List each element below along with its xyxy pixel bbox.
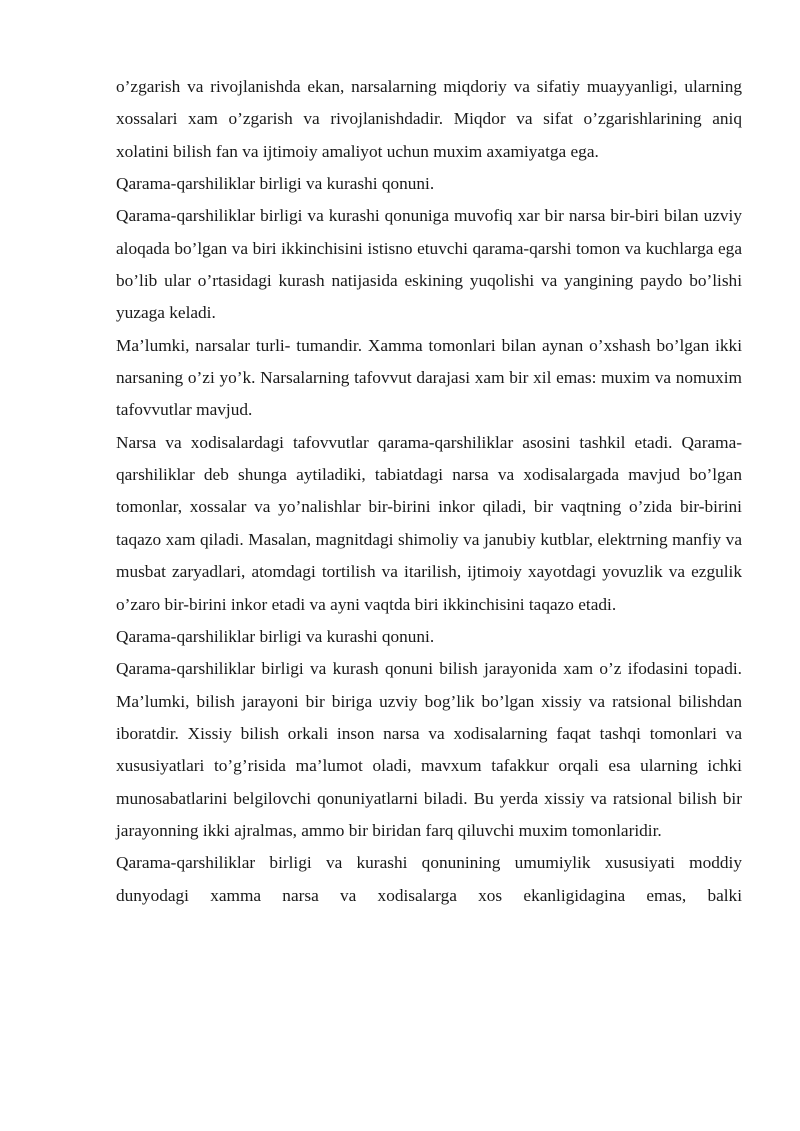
document-page xyxy=(116,71,742,912)
section-heading-unity-of-opposites-repeat: Qarama-qarshiliklar birligi va kurashi qonuni. xyxy=(116,626,435,646)
paragraph-opposites-examples: Narsa va xodisalardagi tafovvutlar qarama-qarshiliklar asosini tashkil etadi. Qarama-qarshiliklar deb shunga aytiladiki, tabiatdagi narsa va xodisalargada mavjud bo’lgan tomonlar, xossalar va yo’nalishlar bir-birini inkor qiladi, bir vaqtning o’zida bir-birini taqazo xam qiladi. Masalan, magnitdagi shimoliy va janubiy kutblar, elektrning manfiy va musbat zaryadlari, atomdagi tortilish va itarilish, ijtimoiy xayotdagi yovuzlik va ezgulik o’zaro bir-birini inkor etadi va ayni vaqtda biri ikkinchisini taqazo etadi. xyxy=(116,432,742,614)
paragraph-cognition-process: Qarama-qarshiliklar birligi va kurash qonuni bilish jarayonida xam o’z ifodasini topadi. Ma’lumki, bilish jarayoni bir biriga uzviy bog’lik bo’lgan xissiy va ratsional bilishdan iboratdir. Xissiy bilish orkali inson narsa va xodisalarning faqat tashqi tomonlari va xususiyatlari to’g’risida ma’lumot oladi, mavxum tafakkur orqali esa ularning ichki munosabatlarini belgilovchi qonuniyatlarni biladi. Bu yerda xissiy va ratsional bilish bir jarayonning ikki ajralmas, ammo bir biridan farq qiluvchi muxim tomonlaridir. xyxy=(116,659,742,840)
paragraph-quality-change: o’zgarish va rivojlanishda ekan, narsalarning miqdoriy va sifatiy muayyanligi, ularning xossalari xam o’zgarish va rivojlanishdadir. Miqdor va sifat o’zgarishlarining aniq xolatini bilish fan va ijtimoiy amaliyot uchun muxim axamiyatga ega. xyxy=(116,77,742,161)
section-heading-unity-of-opposites: Qarama-qarshiliklar birligi va kurashi qonuni. xyxy=(116,174,435,194)
paragraph-law-definition: Qarama-qarshiliklar birligi va kurashi qonuniga muvofiq xar bir narsa bir-biri bilan uzviy aloqada bo’lgan va biri ikkinchisini istisno etuvchi qarama-qarshi tomon va kuchlarga ega bo’lib ular o’rtasidagi kurash natijasida eskining yuqolishi va yangining paydo bo’lishi yuzaga keladi. xyxy=(116,206,742,323)
paragraph-differences: Ma’lumki, narsalar turli- tumandir. Xamma tomonlari bilan aynan o’xshash bo’lgan ikki narsaning o’zi yo’k. Narsalarning tafovvut darajasi xam bir xil emas: muxim va nomuxim tafovvutlar mavjud. xyxy=(116,335,742,420)
paragraph-universality: Qarama-qarshiliklar birligi va kurashi qonunining umumiylik xususiyati moddiy dunyodagi xamma narsa va xodisalarga xos ekanligidagina emas, balki xyxy=(116,853,742,905)
